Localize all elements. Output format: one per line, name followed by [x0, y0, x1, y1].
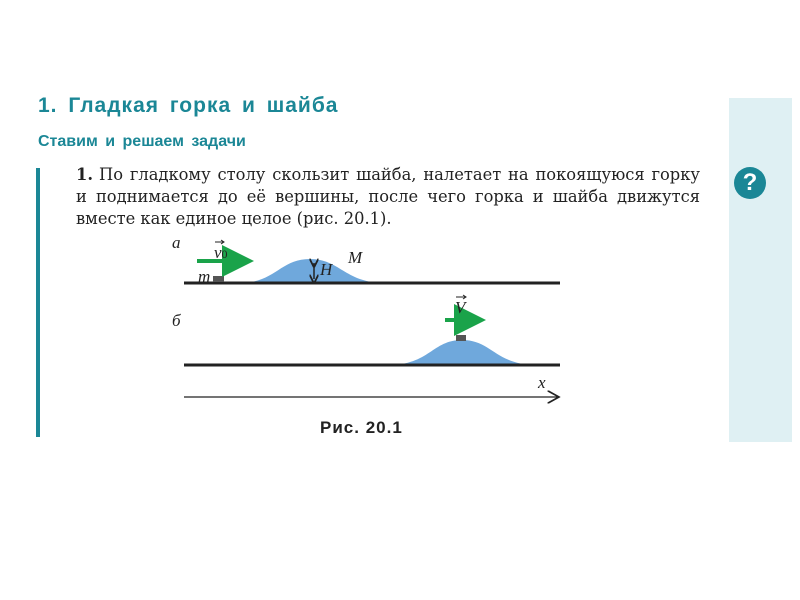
hill-a — [240, 259, 385, 283]
label-v0: v0 — [214, 243, 228, 262]
label-a: а — [172, 233, 181, 252]
section-subtitle: Ставим и решаем задачи — [38, 133, 246, 150]
problem-body: По гладкому столу скользит шайба, налетает на покоящуюся горку и поднимается до её вершины, после чего горка и шайба движутся вместе как единое целое (рис. 20.1). — [76, 165, 700, 228]
label-b: б — [172, 311, 181, 330]
label-M: M — [348, 248, 363, 267]
label-x: x — [538, 373, 546, 392]
label-H: H — [320, 260, 333, 279]
hill-b — [388, 340, 537, 365]
puck-b — [456, 335, 466, 341]
label-m: m — [198, 267, 211, 286]
puck-a — [213, 276, 224, 282]
question-icon[interactable]: ? — [734, 167, 766, 199]
section-title: 1. Гладкая горка и шайба — [38, 94, 339, 117]
label-V: V — [455, 298, 466, 317]
figure-caption: Рис. 20.1 — [320, 418, 403, 437]
problem-number: 1. — [76, 165, 93, 184]
